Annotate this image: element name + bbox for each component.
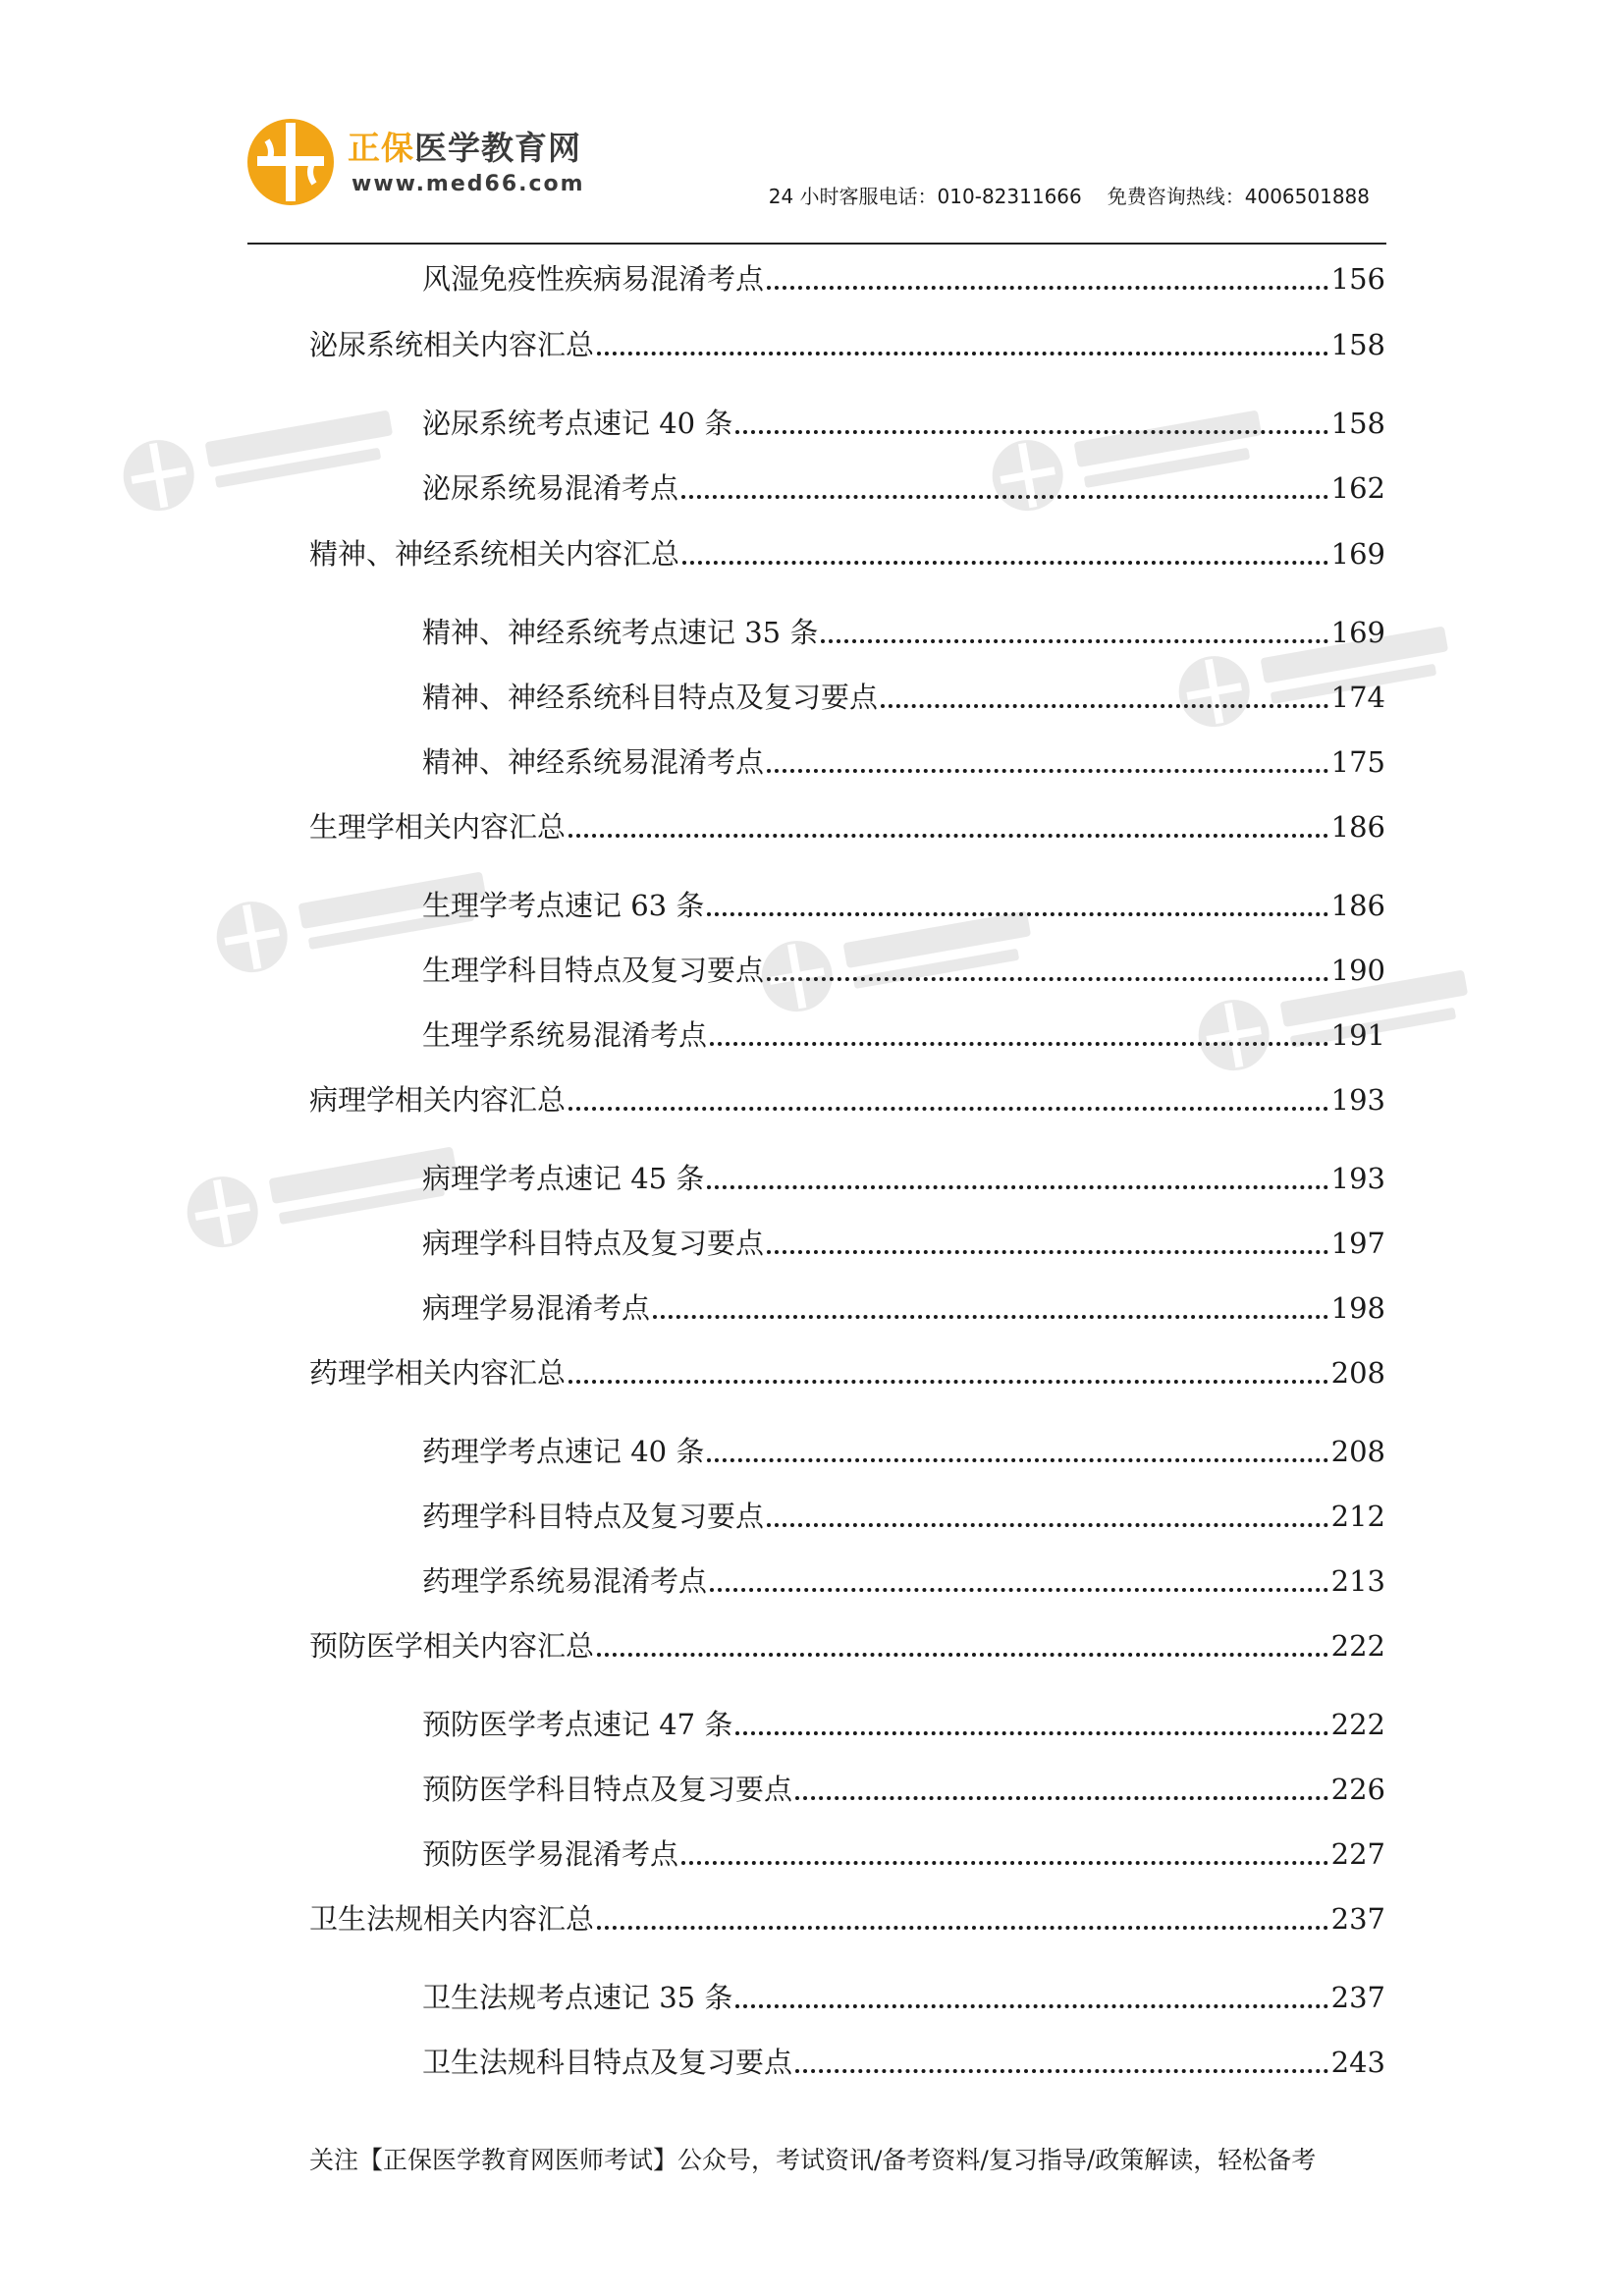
logo-emblem-icon bbox=[245, 117, 336, 207]
toc-page-number: 226 bbox=[1330, 1773, 1385, 1806]
toc-chapter[interactable] bbox=[309, 1076, 1385, 1123]
toc-page-number: 190 bbox=[1330, 954, 1385, 987]
toc-page-number: 237 bbox=[1330, 1902, 1385, 1936]
toc-title: 精神、神经系统科目特点及复习要点 bbox=[422, 681, 879, 714]
toc-page-number: 174 bbox=[1330, 681, 1385, 714]
toc-title: 药理学科目特点及复习要点 bbox=[422, 1500, 765, 1533]
toc-entry[interactable] bbox=[422, 1428, 1385, 1475]
toc-entry[interactable] bbox=[422, 1974, 1385, 2021]
toc-leader-dots bbox=[653, 1315, 1328, 1319]
toc-title: 精神、神经系统易混淆考点 bbox=[422, 745, 765, 779]
toc-leader-dots bbox=[707, 912, 1327, 916]
toc-title: 预防医学考点速记 47 条 bbox=[422, 1708, 733, 1741]
toc-entry[interactable] bbox=[422, 1220, 1385, 1267]
toc-entry[interactable] bbox=[422, 1558, 1385, 1605]
toc-title: 生理学系统易混淆考点 bbox=[422, 1018, 708, 1052]
toc-page-number: 156 bbox=[1330, 262, 1385, 296]
toc-page-number: 158 bbox=[1330, 407, 1385, 440]
footer-note: 关注【正保医学教育网医师考试】公众号，考试资讯/备考资料/复习指导/政策解读，轻松备考 bbox=[309, 2146, 1317, 2174]
toc-chapter[interactable] bbox=[309, 1622, 1385, 1669]
brand-logo bbox=[245, 113, 658, 211]
toc-page-number: 237 bbox=[1330, 1981, 1385, 2014]
toc-entry[interactable] bbox=[422, 400, 1385, 447]
toc-title: 精神、神经系统考点速记 35 条 bbox=[422, 616, 819, 649]
toc-page-number: 222 bbox=[1330, 1629, 1385, 1663]
toc-leader-dots bbox=[767, 1250, 1328, 1254]
toc-chapter[interactable] bbox=[309, 321, 1385, 368]
toc-leader-dots bbox=[821, 639, 1327, 643]
toc-title: 生理学考点速记 63 条 bbox=[422, 889, 705, 922]
toc-entry[interactable] bbox=[422, 2039, 1385, 2086]
toc-title: 病理学考点速记 45 条 bbox=[422, 1162, 705, 1195]
toc-chapter[interactable] bbox=[309, 1349, 1385, 1396]
toc-leader-dots bbox=[597, 1926, 1328, 1930]
toc-leader-dots bbox=[767, 1523, 1328, 1527]
toc-page-number: 208 bbox=[1330, 1435, 1385, 1468]
toc-leader-dots bbox=[597, 352, 1328, 355]
toc-title: 卫生法规考点速记 35 条 bbox=[422, 1981, 733, 2014]
hotline-info bbox=[769, 181, 1370, 209]
toc-entry[interactable] bbox=[422, 738, 1385, 786]
toc-title: 风湿免疫性疾病易混淆考点 bbox=[422, 262, 765, 296]
logo-brand bbox=[348, 123, 581, 169]
toc-chapter[interactable] bbox=[309, 803, 1385, 850]
toc-page-number: 175 bbox=[1330, 745, 1385, 779]
toc-entry[interactable] bbox=[422, 465, 1385, 512]
toc-leader-dots bbox=[682, 561, 1328, 565]
toc-page-number: 208 bbox=[1330, 1356, 1385, 1390]
logo-url: www.med66.com bbox=[352, 172, 585, 196]
toc-leader-dots bbox=[767, 769, 1328, 773]
toc-title: 精神、神经系统相关内容汇总 bbox=[309, 537, 680, 571]
toc-page-number: 169 bbox=[1330, 616, 1385, 649]
toc-leader-dots bbox=[568, 1107, 1328, 1111]
toc-entry[interactable] bbox=[422, 1011, 1385, 1059]
toc-leader-dots bbox=[735, 2004, 1327, 2008]
toc-leader-dots bbox=[568, 1380, 1328, 1384]
toc-leader-dots bbox=[735, 1731, 1327, 1735]
toc-entry[interactable] bbox=[422, 674, 1385, 721]
toc-page-number: 193 bbox=[1330, 1083, 1385, 1117]
toc-page-number: 186 bbox=[1330, 889, 1385, 922]
toc-title: 预防医学易混淆考点 bbox=[422, 1837, 679, 1871]
toc-title: 病理学科目特点及复习要点 bbox=[422, 1227, 765, 1260]
toc-leader-dots bbox=[707, 1458, 1327, 1462]
toc-title: 生理学科目特点及复习要点 bbox=[422, 954, 765, 987]
toc-leader-dots bbox=[597, 1653, 1328, 1657]
toc-title: 泌尿系统易混淆考点 bbox=[422, 471, 679, 505]
toc-title: 卫生法规相关内容汇总 bbox=[309, 1902, 595, 1936]
toc-entry[interactable] bbox=[422, 609, 1385, 656]
toc-page-number: 191 bbox=[1330, 1018, 1385, 1052]
toc-page-number: 222 bbox=[1330, 1708, 1385, 1741]
toc-entry[interactable] bbox=[422, 1285, 1385, 1332]
logo-brand-b: 医学教育网 bbox=[414, 129, 581, 167]
toc-title: 预防医学科目特点及复习要点 bbox=[422, 1773, 793, 1806]
toc-entry[interactable] bbox=[422, 1766, 1385, 1813]
toc-leader-dots bbox=[710, 1042, 1328, 1046]
toc-chapter[interactable] bbox=[309, 530, 1385, 577]
toc-chapter[interactable] bbox=[309, 1895, 1385, 1942]
toc-page-number: 169 bbox=[1330, 537, 1385, 571]
toc-title: 泌尿系统相关内容汇总 bbox=[309, 328, 595, 361]
toc-leader-dots bbox=[710, 1588, 1328, 1592]
toc-entry[interactable] bbox=[422, 947, 1385, 994]
toc-leader-dots bbox=[795, 2069, 1328, 2073]
toc-leader-dots bbox=[881, 704, 1328, 708]
logo-brand-a: 正保 bbox=[348, 129, 414, 167]
toc-page-number: 193 bbox=[1330, 1162, 1385, 1195]
toc-page-number: 158 bbox=[1330, 328, 1385, 361]
toc-entry[interactable] bbox=[422, 1831, 1385, 1878]
toc-title: 预防医学相关内容汇总 bbox=[309, 1629, 595, 1663]
toc-entry[interactable] bbox=[422, 255, 1385, 302]
toc-title: 药理学相关内容汇总 bbox=[309, 1356, 567, 1390]
header-divider bbox=[247, 243, 1386, 245]
toc-title: 生理学相关内容汇总 bbox=[309, 810, 567, 844]
toc-leader-dots bbox=[767, 286, 1328, 290]
toc-leader-dots bbox=[568, 834, 1328, 838]
toc-leader-dots bbox=[707, 1185, 1327, 1189]
toc-page-number: 162 bbox=[1330, 471, 1385, 505]
toc-leader-dots bbox=[735, 430, 1327, 434]
toc-title: 药理学系统易混淆考点 bbox=[422, 1564, 708, 1598]
toc-title: 病理学相关内容汇总 bbox=[309, 1083, 567, 1117]
toc-page-number: 243 bbox=[1330, 2046, 1385, 2079]
toc-title: 病理学易混淆考点 bbox=[422, 1291, 651, 1325]
toc-page-number: 186 bbox=[1330, 810, 1385, 844]
toc-entry[interactable] bbox=[422, 882, 1385, 929]
toc-page-number: 227 bbox=[1330, 1837, 1385, 1871]
toc-title: 泌尿系统考点速记 40 条 bbox=[422, 407, 733, 440]
toc-page-number: 197 bbox=[1330, 1227, 1385, 1260]
toc-entry[interactable] bbox=[422, 1493, 1385, 1540]
toc-page-number: 198 bbox=[1330, 1291, 1385, 1325]
toc-leader-dots bbox=[681, 1861, 1328, 1865]
consult-hotline: 免费咨询热线：4006501888 bbox=[1107, 185, 1370, 208]
toc-title: 卫生法规科目特点及复习要点 bbox=[422, 2046, 793, 2079]
service-hotline: 24 小时客服电话：010-82311666 bbox=[768, 185, 1082, 208]
toc-page-number: 212 bbox=[1330, 1500, 1385, 1533]
watermark-icon bbox=[112, 388, 417, 526]
toc-title: 药理学考点速记 40 条 bbox=[422, 1435, 705, 1468]
toc-page-number: 213 bbox=[1330, 1564, 1385, 1598]
toc-leader-dots bbox=[795, 1796, 1328, 1800]
toc-entry[interactable] bbox=[422, 1701, 1385, 1748]
toc-entry[interactable] bbox=[422, 1155, 1385, 1202]
toc-leader-dots bbox=[681, 495, 1328, 499]
toc-leader-dots bbox=[767, 977, 1328, 981]
